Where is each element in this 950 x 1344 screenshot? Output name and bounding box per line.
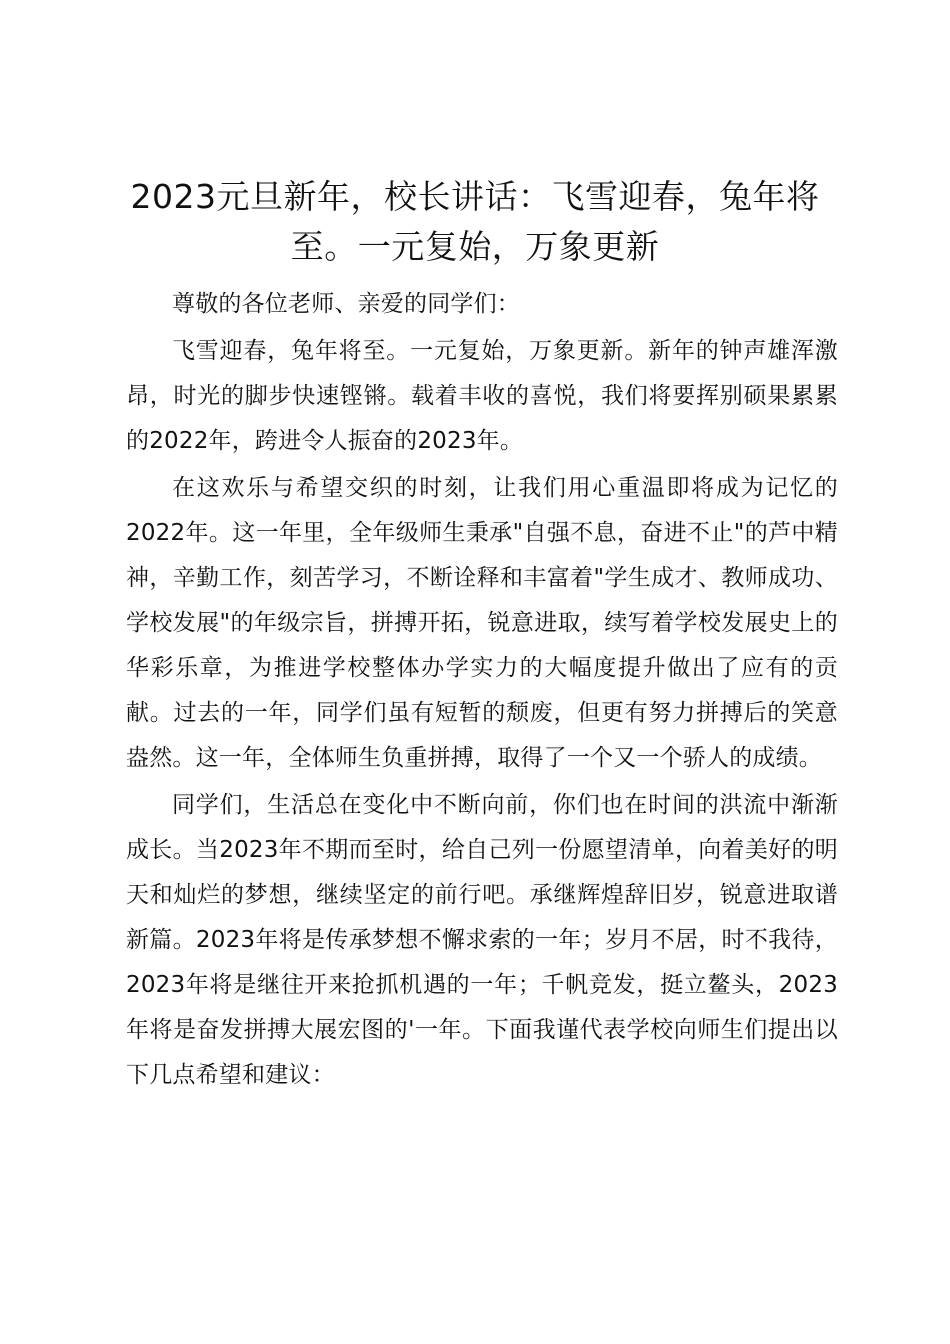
document-title: 2023元旦新年，校长讲话：飞雪迎春，兔年将至。一元复始，万象更新: [130, 177, 820, 266]
paragraph-hopes-2023: 同学们，生活总在变化中不断向前，你们也在时间的洪流中渐渐成长。当2023年不期而至时，给自己列一份愿望清单，向着美好的明天和灿烂的梦想，继续坚定的前行吧。承继辉煌辞旧岁，锐意进取谱新篇。2023年将是传承梦想不懈求索的一年；岁月不居，时不我待，2023年将是继往开来抢抓机遇的一年；千帆竞发，挺立鳌头，2023年将是奋发拼搏大展宏图的'一年。下面我谨代表学校向师生们提出以下几点希望和建议：: [126, 792, 838, 1088]
paragraph-review-2022: 在这欢乐与希望交织的时刻，让我们用心重温即将成为记忆的2022年。这一年里，全年级师生秉承"自强不息，奋进不止"的芦中精神，辛勤工作，刻苦学习，不断诠释和丰富着"学生成才、教师成功、学校发展"的年级宗旨，拼搏开拓，锐意进取，续写着学校发展史上的华彩乐章，为推进学校整体办学实力的大幅度提升做出了应有的贡献。过去的一年，同学们虽有短暂的颓废，但更有努力拼搏后的笑意盎然。这一年，全体师生负重拼搏，取得了一个又一个骄人的成绩。: [126, 475, 838, 771]
paragraph-new-year: 飞雪迎春，兔年将至。一元复始，万象更新。新年的钟声雄浑激昂，时光的脚步快速铿锵。载着丰收的喜悦，我们将要挥别硕果累累的2022年，跨进令人振奋的2023年。: [126, 338, 838, 454]
document-body: [126, 282, 838, 1100]
paragraph-greeting: 尊敬的各位老师、亲爱的同学们：: [172, 291, 520, 317]
